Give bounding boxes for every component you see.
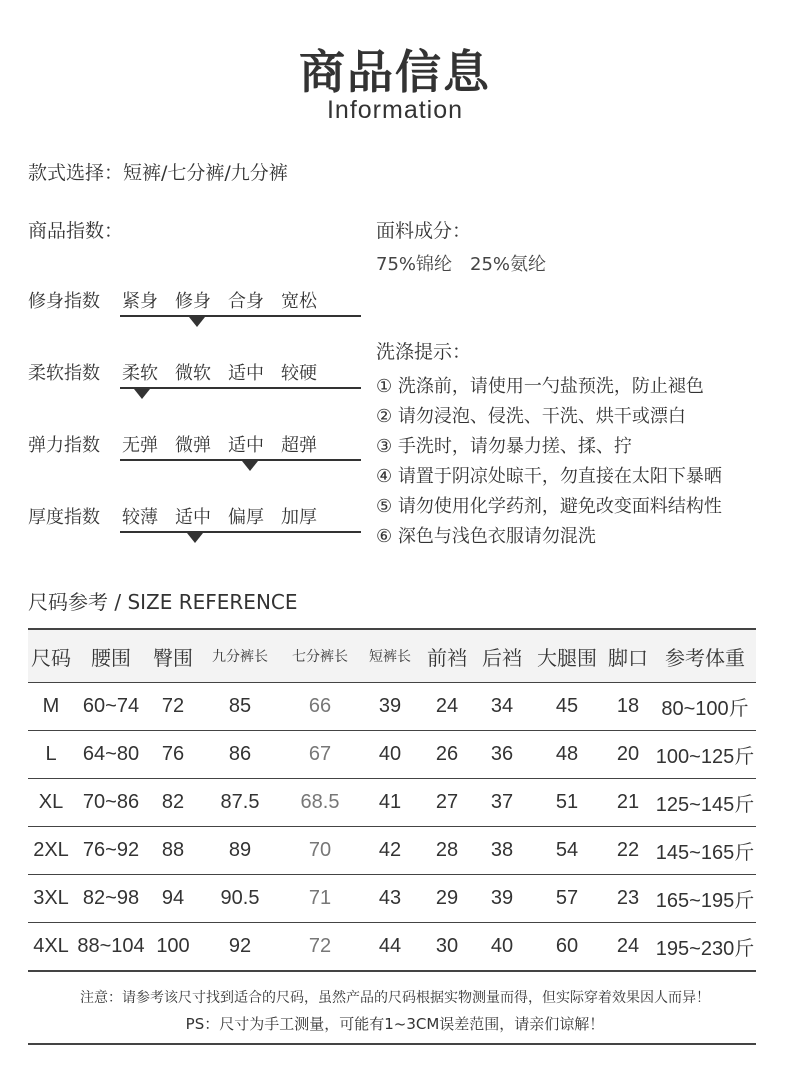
care-item: ② 请勿浸泡、侵洗、干洗、烘干或漂白 xyxy=(376,406,686,427)
table-row xyxy=(28,827,756,875)
index-option: 宽松 xyxy=(281,291,317,312)
table-cell: M xyxy=(28,683,74,731)
table-cell: 76~92 xyxy=(74,827,148,875)
care-item: ⑥ 深色与浅色衣服请勿混洗 xyxy=(376,526,596,547)
header-cell: 大腿围 xyxy=(532,629,602,683)
table-cell: 80~100斤 xyxy=(654,683,756,731)
index-label: 修身指数 xyxy=(28,291,100,312)
table-row xyxy=(28,779,756,827)
header-cell: 腰围 xyxy=(74,629,148,683)
table-cell: 85 xyxy=(198,683,282,731)
table-cell: 26 xyxy=(422,731,472,779)
table-cell: 70 xyxy=(282,827,358,875)
index-heading: 商品指数： xyxy=(28,220,124,242)
index-label: 弹力指数 xyxy=(28,435,100,456)
header-cell: 参考体重 xyxy=(654,629,756,683)
table-cell: 45 xyxy=(532,683,602,731)
table-cell: 54 xyxy=(532,827,602,875)
table-cell: 29 xyxy=(422,875,472,923)
index-option: 适中 xyxy=(175,507,211,528)
fabric-heading: 面料成分： xyxy=(376,220,472,242)
header-cell: 后裆 xyxy=(472,629,532,683)
table-cell: 2XL xyxy=(28,827,74,875)
table-cell: 72 xyxy=(282,923,358,972)
index-scale-line xyxy=(120,315,361,317)
index-option: 微软 xyxy=(175,363,211,384)
care-item: ⑤ 请勿使用化学药剂，避免改变面料结构性 xyxy=(376,496,722,517)
table-cell: 40 xyxy=(472,923,532,972)
index-option: 修身 xyxy=(175,291,211,312)
index-scale-line xyxy=(120,387,361,389)
header-cell: 前裆 xyxy=(422,629,472,683)
index-marker xyxy=(189,317,205,327)
care-item: ④ 请置于阴凉处晾干，勿直接在太阳下暴晒 xyxy=(376,466,722,487)
index-scale-line xyxy=(120,459,361,461)
table-cell: 82~98 xyxy=(74,875,148,923)
index-option: 无弹 xyxy=(122,435,158,456)
table-cell: 195~230斤 xyxy=(654,923,756,972)
index-marker xyxy=(242,461,258,471)
care-item: ③ 手洗时，请勿暴力搓、揉、拧 xyxy=(376,436,632,457)
index-marker xyxy=(134,389,150,399)
table-cell: 20 xyxy=(602,731,654,779)
table-cell: 82 xyxy=(148,779,198,827)
index-option: 较薄 xyxy=(122,507,158,528)
size-table-header xyxy=(28,629,756,683)
table-cell: 68.5 xyxy=(282,779,358,827)
index-option: 适中 xyxy=(228,363,264,384)
table-cell: 86 xyxy=(198,731,282,779)
header-cell: 九分裤长 xyxy=(198,629,282,683)
table-cell: 24 xyxy=(602,923,654,972)
header-cell: 短裤长 xyxy=(358,629,422,683)
table-cell: 71 xyxy=(282,875,358,923)
page-subtitle: Information xyxy=(326,96,464,124)
index-option: 适中 xyxy=(228,435,264,456)
table-cell: 3XL xyxy=(28,875,74,923)
page-title: 商品信息 xyxy=(299,45,491,99)
index-option: 超弹 xyxy=(281,435,317,456)
table-cell: XL xyxy=(28,779,74,827)
index-option: 较硬 xyxy=(281,363,317,384)
table-cell: L xyxy=(28,731,74,779)
table-cell: 72 xyxy=(148,683,198,731)
table-cell: 40 xyxy=(358,731,422,779)
table-cell: 18 xyxy=(602,683,654,731)
table-cell: 43 xyxy=(358,875,422,923)
table-cell: 44 xyxy=(358,923,422,972)
header-cell: 臀围 xyxy=(148,629,198,683)
note-line-2: PS：尺寸为手工测量，可能有1~3CM误差范围，请亲们谅解！ xyxy=(185,1015,605,1033)
table-cell: 23 xyxy=(602,875,654,923)
table-cell: 37 xyxy=(472,779,532,827)
header-cell: 脚口 xyxy=(602,629,654,683)
table-cell: 66 xyxy=(282,683,358,731)
table-cell: 41 xyxy=(358,779,422,827)
index-marker xyxy=(187,533,203,543)
table-cell: 28 xyxy=(422,827,472,875)
table-cell: 60 xyxy=(532,923,602,972)
header-cell: 七分裤长 xyxy=(282,629,358,683)
style-choice: 款式选择：短裤/七分裤/九分裤 xyxy=(28,162,288,184)
table-row xyxy=(28,731,756,779)
table-cell: 88 xyxy=(148,827,198,875)
size-heading: 尺码参考 / SIZE REFERENCE xyxy=(28,590,298,614)
table-cell: 76 xyxy=(148,731,198,779)
table-cell: 48 xyxy=(532,731,602,779)
table-cell: 60~74 xyxy=(74,683,148,731)
table-cell: 67 xyxy=(282,731,358,779)
table-row xyxy=(28,683,756,731)
care-heading: 洗涤提示： xyxy=(376,341,472,363)
size-table xyxy=(28,628,756,972)
index-option: 偏厚 xyxy=(228,507,264,528)
table-cell: 4XL xyxy=(28,923,74,972)
table-cell: 57 xyxy=(532,875,602,923)
table-cell: 94 xyxy=(148,875,198,923)
table-cell: 38 xyxy=(472,827,532,875)
table-cell: 21 xyxy=(602,779,654,827)
table-row xyxy=(28,875,756,923)
index-option: 微弹 xyxy=(175,435,211,456)
index-option: 合身 xyxy=(228,291,264,312)
note-line-1: 注意：请参考该尺寸找到适合的尺码，虽然产品的尺码根据实物测量而得，但实际穿着效果因人而异！ xyxy=(80,990,710,1006)
index-option: 紧身 xyxy=(122,291,158,312)
table-cell: 90.5 xyxy=(198,875,282,923)
table-cell: 100 xyxy=(148,923,198,972)
index-label: 厚度指数 xyxy=(28,507,100,528)
table-row xyxy=(28,923,756,972)
bottom-divider xyxy=(28,1043,756,1045)
header-cell: 尺码 xyxy=(28,629,74,683)
index-scale-line xyxy=(120,531,361,533)
table-cell: 30 xyxy=(422,923,472,972)
table-cell: 24 xyxy=(422,683,472,731)
index-option: 柔软 xyxy=(122,363,158,384)
table-cell: 145~165斤 xyxy=(654,827,756,875)
table-cell: 39 xyxy=(472,875,532,923)
table-cell: 88~104 xyxy=(74,923,148,972)
table-cell: 87.5 xyxy=(198,779,282,827)
table-cell: 100~125斤 xyxy=(654,731,756,779)
table-cell: 51 xyxy=(532,779,602,827)
fabric-value: 75%锦纶 25%氨纶 xyxy=(376,254,547,275)
table-cell: 125~145斤 xyxy=(654,779,756,827)
table-cell: 22 xyxy=(602,827,654,875)
table-cell: 36 xyxy=(472,731,532,779)
care-item: ① 洗涤前，请使用一勺盐预洗，防止褪色 xyxy=(376,376,704,397)
table-cell: 34 xyxy=(472,683,532,731)
table-cell: 165~195斤 xyxy=(654,875,756,923)
index-option: 加厚 xyxy=(281,507,317,528)
table-cell: 64~80 xyxy=(74,731,148,779)
table-cell: 92 xyxy=(198,923,282,972)
index-label: 柔软指数 xyxy=(28,363,100,384)
table-cell: 42 xyxy=(358,827,422,875)
table-cell: 89 xyxy=(198,827,282,875)
table-cell: 39 xyxy=(358,683,422,731)
table-cell: 70~86 xyxy=(74,779,148,827)
table-cell: 27 xyxy=(422,779,472,827)
